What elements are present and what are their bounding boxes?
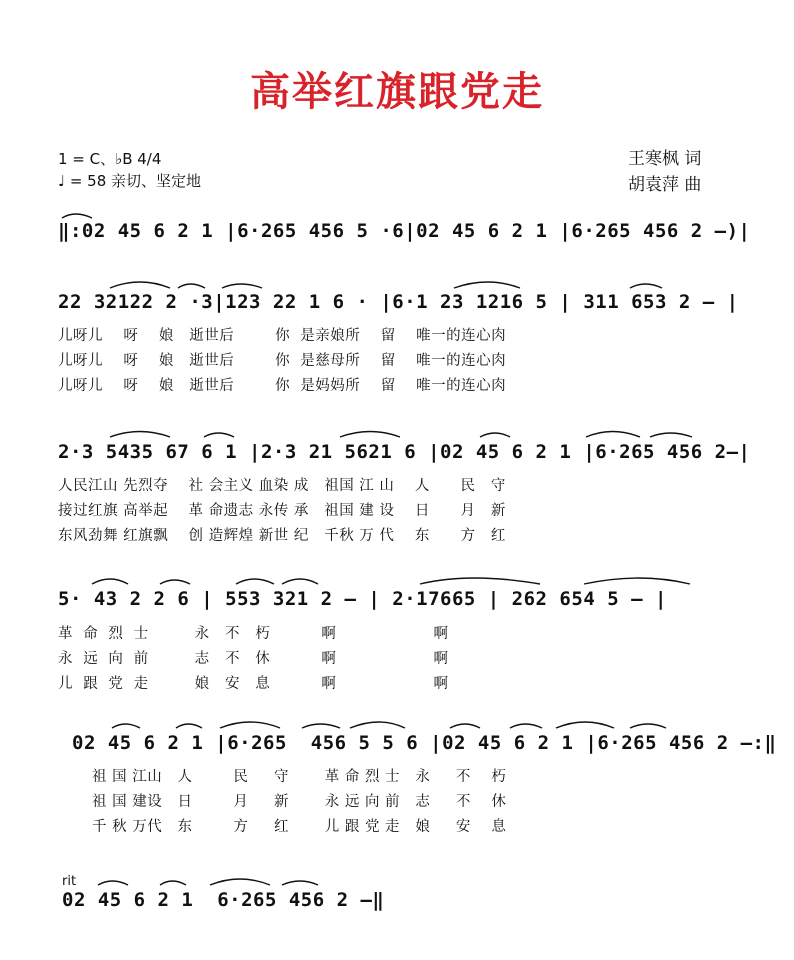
slur xyxy=(98,881,128,885)
slur xyxy=(222,284,262,288)
notation-line-5: 02 45 6 2 1 |6·265 456 5 5 6 |02 45 6 2 1 |6·265 456 2 –:‖ xyxy=(72,732,777,754)
slur xyxy=(282,881,318,885)
page-title: 高举红旗跟党走 xyxy=(250,69,544,115)
ritardando-marking: rit xyxy=(62,874,77,889)
slur xyxy=(178,284,205,288)
lyric-line-2-verse-3: 儿呀儿 呀 娘 逝世后 你 是妈妈所 留 唯一的连心肉 xyxy=(58,378,507,394)
slur xyxy=(454,282,520,288)
slur xyxy=(112,724,140,728)
slur xyxy=(110,432,170,438)
slur xyxy=(92,579,128,584)
notation-line-1: ‖:02 45 6 2 1 |6·265 456 5 ·6|02 45 6 2 1 |6·265 456 2 –)| xyxy=(58,220,751,242)
slur xyxy=(630,284,662,288)
lyric-line-4-verse-2: 永 远 向 前 志 不 休 啊 啊 xyxy=(58,651,449,667)
lyric-line-3-verse-1: 人民江山 先烈夺 社 会主义 血染 成 祖国 江 山 人 民 守 xyxy=(58,478,506,494)
lyric-line-5-verse-3: 千 秋 万代 东 方 红 儿 跟 党 走 娘 安 息 xyxy=(92,819,507,835)
slur xyxy=(302,724,340,728)
slur xyxy=(204,433,234,437)
slur xyxy=(630,724,666,728)
slur xyxy=(584,578,690,584)
notation-line-3: 2·3 5435 67 6 1 |2·3 21 5621 6 |02 45 6 2 1 |6·265 456 2–| xyxy=(58,441,751,463)
slur xyxy=(220,722,280,728)
lyric-line-3-verse-3: 东风劲舞 红旗飘 创 造辉煌 新世 纪 千秋 万 代 东 方 红 xyxy=(58,528,506,544)
tempo-marking: ♩ = 58 亲切、坚定地 xyxy=(58,172,202,190)
slur xyxy=(160,580,190,584)
slur xyxy=(450,724,480,728)
slur xyxy=(340,432,400,438)
slur xyxy=(176,724,202,728)
slur xyxy=(62,214,92,218)
slur xyxy=(650,433,692,437)
lyric-line-2-verse-1: 儿呀儿 呀 娘 逝世后 你 是亲娘所 留 唯一的连心肉 xyxy=(58,328,507,344)
lyric-line-5-verse-2: 祖 国 建设 日 月 新 永 远 向 前 志 不 休 xyxy=(92,794,507,810)
slur xyxy=(420,578,540,584)
composer: 胡袁萍 曲 xyxy=(628,175,702,195)
slur xyxy=(480,433,510,437)
lyric-line-5-verse-1: 祖 国 江山 人 民 守 革 命 烈 士 永 不 朽 xyxy=(92,769,507,785)
lyric-line-3-verse-2: 接过红旗 高举起 革 命遗志 永传 承 祖国 建 设 日 月 新 xyxy=(58,503,506,519)
lyric-line-4-verse-1: 革 命 烈 士 永 不 朽 啊 啊 xyxy=(58,626,449,642)
lyric-line-4-verse-3: 儿 跟 党 走 娘 安 息 啊 啊 xyxy=(58,676,449,692)
key-signature: 1 = C、♭B 4/4 xyxy=(58,150,162,168)
lyricist: 王寒枫 词 xyxy=(628,149,702,169)
slur xyxy=(282,579,318,584)
slur xyxy=(110,282,170,288)
notation-line-4: 5· 43 2 2 6 | 553 321 2 – | 2·17665 | 262 654 5 – | xyxy=(58,588,667,610)
slur xyxy=(350,722,405,728)
slur xyxy=(210,879,270,885)
slur xyxy=(586,432,640,438)
notation-line-6: 02 45 6 2 1 6·265 456 2 –‖ xyxy=(62,889,385,911)
slur xyxy=(160,881,186,885)
slur xyxy=(556,722,614,728)
notation-line-2: 22 32122 2 ·3|123 22 1 6 · |6·1 23 1216 5 | 311 653 2 – | xyxy=(58,291,739,313)
slur xyxy=(510,724,542,728)
lyric-line-2-verse-2: 儿呀儿 呀 娘 逝世后 你 是慈母所 留 唯一的连心肉 xyxy=(58,353,507,369)
slur xyxy=(236,579,274,584)
